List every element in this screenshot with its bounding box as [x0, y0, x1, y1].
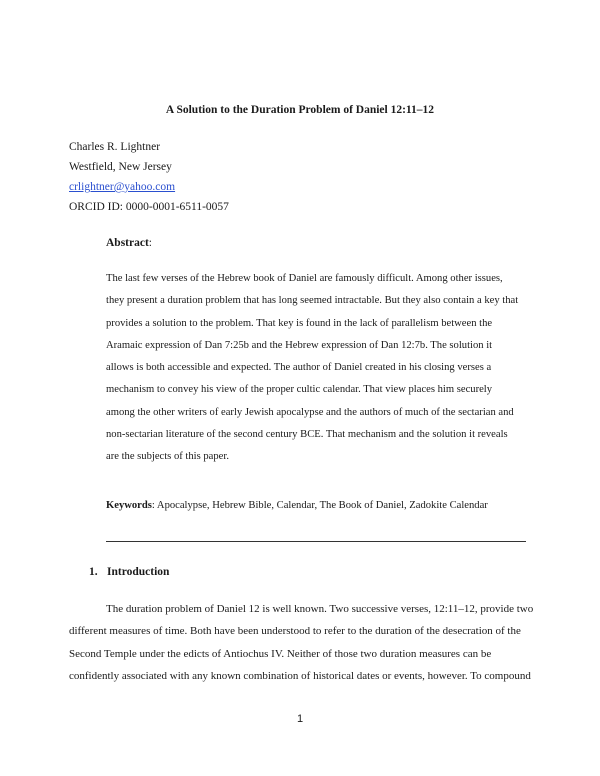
abstract-line: mechanism to convey his view of the proper cultic calendar. That view places him securely [106, 384, 493, 396]
section-title: Introduction [107, 566, 170, 578]
abstract-line: allows is both accessible and expected. The author of Daniel created in his closing verses a [106, 362, 492, 374]
body-line: The duration problem of Daniel 12 is well known. Two successive verses, 12:11–12, provide two [106, 603, 534, 615]
body-line: different measures of time. Both have been understood to refer to the duration of the desecration of the [69, 625, 521, 638]
abstract-line: provides a solution to the problem. That key is found in the lack of parallelism between the [106, 317, 493, 329]
keywords-line [106, 500, 488, 511]
abstract-heading-label: Abstract [106, 237, 149, 249]
abstract-heading [106, 237, 152, 249]
author-orcid: ORCID ID: 0000-0001-6511-0057 [69, 201, 229, 213]
author-email-link[interactable]: crlightner@yahoo.com [69, 181, 176, 193]
abstract-line: are the subjects of this paper. [106, 451, 229, 463]
section-divider [106, 541, 526, 542]
paper-title: A Solution to the Duration Problem of Daniel 12:11–12 [165, 104, 435, 116]
abstract-line: they present a duration problem that has long seemed intractable. But they also contain a key that [106, 295, 519, 307]
section-heading [89, 566, 169, 578]
author-name: Charles R. Lightner [69, 141, 161, 153]
page-number: 1 [296, 713, 304, 725]
section-number: 1. [89, 566, 98, 578]
body-line: confidently associated with any known combination of historical dates or events, however. To compound [69, 669, 531, 682]
keywords-text: : Apocalypse, Hebrew Bible, Calendar, The Book of Daniel, Zadokite Calendar [151, 500, 488, 511]
author-location: Westfield, New Jersey [69, 161, 172, 173]
abstract-heading-colon: : [148, 237, 152, 249]
abstract-line: The last few verses of the Hebrew book of Daniel are famously difficult. Among other issues, [106, 273, 503, 284]
abstract-line: non-sectarian literature of the second century BCE. That mechanism and the solution it reveals [106, 429, 508, 441]
abstract-line: among the other writers of early Jewish apocalypse and the authors of much of the sectarian and [106, 406, 514, 418]
body-text [69, 598, 534, 687]
abstract-line: Aramaic expression of Dan 7:25b and the Hebrew expression of Dan 12:7b. The solution it [106, 339, 493, 351]
abstract-body [106, 268, 526, 469]
keywords-label: Keywords [106, 500, 152, 511]
body-line: Second Temple under the edicts of Antiochus IV. Neither of those two duration measures can be [69, 647, 492, 660]
author-block [69, 137, 229, 217]
